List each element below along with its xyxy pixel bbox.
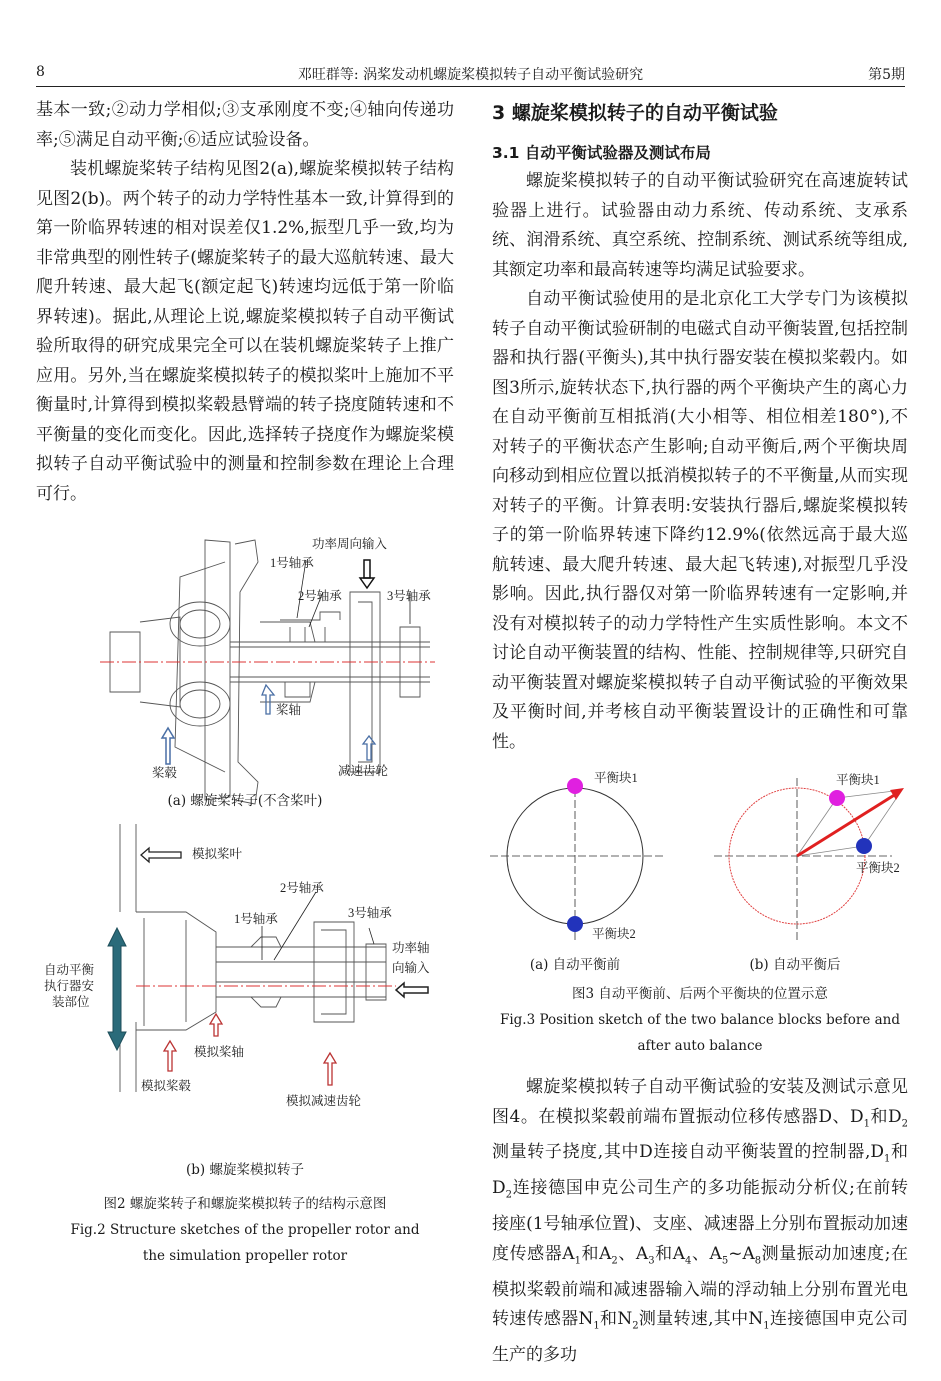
- label-power-shaft: 功率轴: [392, 941, 430, 955]
- paragraph: 自动平衡试验使用的是北京化工大学专门为该模拟转子自动平衡试验研制的电磁式自动平衡装置,包括控制器和执行器(平衡头),其中执行器安装在模拟桨毂内。如图3所示,旋转状态下,执行器的两个平衡块产生的离心力在自动平衡前互相抵消(大小相等、相位相差180°),不对转子的平衡状态产生影响;自动平衡后,两个平衡块周向移动到相应位置以抵消模拟转子的不平衡量,从而实现对转子的平衡。计算表明:安装执行器后,螺旋桨模拟转子的第一阶临界转速下降约12.9%(依然远高于最大巡航转速、最大爬升转速、最大起飞转速),对振型几乎没影响。因此,执行器仅对第一阶临界转速有一定影响,并没有对模拟转子的动力学特性产生实质性影响。本文不讨论自动平衡装置的结构、性能、控制规律等,只研究自动平衡装置对螺旋桨模拟转子自动平衡试验的平衡效果及平衡时间,并考核自动平衡装置设计的正确性和可靠性。: [492, 289, 908, 752]
- figure-2b-caption: (b) 螺旋桨模拟转子: [186, 1162, 304, 1178]
- right-column-lower: [492, 1073, 908, 1370]
- header-rule: [36, 86, 905, 87]
- label-actuator-2: 执行器安: [44, 979, 95, 993]
- label-bearing-2: 2号轴承: [298, 589, 342, 603]
- running-title: 邓旺群等: 涡桨发动机螺旋桨模拟转子自动平衡试验研究: [297, 67, 644, 83]
- label-b-bearing-2: 2号轴承: [280, 881, 324, 895]
- label-hub: 桨毂: [152, 766, 178, 780]
- figure-2-caption-en-2: the simulation propeller rotor: [142, 1248, 348, 1264]
- page-number: 8: [36, 64, 45, 80]
- label-shaft: 桨轴: [276, 703, 302, 717]
- figure-2b-simulation-rotor: [36, 822, 456, 1122]
- page-header: [36, 64, 905, 86]
- balance-block-1-before: [567, 778, 583, 794]
- left-column: [36, 96, 454, 509]
- label-b-bearing-3: 3号轴承: [348, 906, 392, 920]
- paragraph: 装机螺旋桨转子结构见图2(a),螺旋桨模拟转子结构见图2(b)。两个转子的动力学特性基本一致,计算得到的第一阶临界转速的相对误差仅1.2%,振型几乎一致,均为非常典型的刚性转子(螺旋桨转子的最大巡航转速、最大爬升转速、最大起飞(额定起飞)转速均远低于第一阶临界转速)。据此,从理论上说,螺旋桨模拟转子自动平衡试验所取得的研究成果完全可以在装机螺旋桨转子上推广应用。另外,当在螺旋桨模拟转子的模拟桨叶上施加不平衡量时,计算得到模拟桨毂悬臂端的转子挠度随转速和不平衡量的变化而变化。因此,选择转子挠度作为螺旋桨模拟转子自动平衡试验中的测量和控制参数在理论上合理可行。: [36, 159, 454, 504]
- label-simulated-gear: 模拟减速齿轮: [286, 1094, 362, 1108]
- figure-3-caption-cn: 图3 自动平衡前、后两个平衡块的位置示意: [572, 986, 828, 1002]
- label-gear: 减速齿轮: [338, 764, 389, 778]
- label-b-block-1: 平衡块1: [836, 773, 880, 787]
- label-b-bearing-1: 1号轴承: [234, 912, 278, 926]
- figure-3a-caption: (a) 自动平衡前: [529, 957, 621, 973]
- paragraph: 螺旋桨模拟转子的自动平衡试验研究在高速旋转试验器上进行。试验器由动力系统、传动系统、支承系统、润滑系统、真空系统、控制系统、测试系统等组成,其额定功率和最高转速等均满足试验要求。: [492, 171, 908, 280]
- section-heading: 3 螺旋桨模拟转子的自动平衡试验: [492, 102, 778, 124]
- label-simulated-blade: 模拟桨叶: [192, 847, 243, 861]
- label-b-block-2: 平衡块2: [856, 861, 900, 875]
- right-column-upper: [492, 167, 908, 757]
- label-simulated-shaft: 模拟桨轴: [194, 1045, 245, 1059]
- label-simulated-hub: 模拟桨毂: [141, 1079, 192, 1093]
- figure-2-caption-cn: 图2 螺旋桨转子和螺旋桨模拟转子的结构示意图: [103, 1196, 387, 1212]
- figure-2-caption-en-1: Fig.2 Structure sketches of the propeller rotor and: [70, 1222, 420, 1238]
- label-bearing-3: 3号轴承: [387, 589, 431, 603]
- figure-3b-caption: (b) 自动平衡后: [749, 957, 841, 973]
- balance-block-2-before: [567, 916, 583, 932]
- figure-3-caption-en-2: after auto balance: [637, 1038, 763, 1054]
- paragraph-sensor-layout: 螺旋桨模拟转子自动平衡试验的安装及测试示意见图4。在模拟桨毂前端布置振动位移传感器D、$D_1$和$D_2$测量转子挠度,其中D连接自动平衡装置的控制器$,D_1$和$D_2$连接德国申克公司生产的多功能振动分析仪;在前转接座(1号轴承位置)、支座、减速器上分别布置振动加速度传感器$A_1$和$A_2$、$A_3$和$A_4$、$A_5\sim A_8$测量振动加速度;在模拟桨毂前端和减速器输入端的浮动轴上分别布置光电转速传感器$N_1$和$N_2$测量转速,其中$N_1$连接德国申克公司生产的多功: [492, 1077, 909, 1365]
- label-actuator-1: 自动平衡: [44, 963, 95, 977]
- paragraph: 基本一致;②动力学相似;③支承刚度不变;④轴向传递功率;⑤满足自动平衡;⑥适应试验设备。: [36, 100, 454, 150]
- label-bearing-1: 1号轴承: [270, 556, 314, 570]
- issue-number: 第5期: [868, 67, 905, 83]
- balance-block-1-after: [829, 790, 845, 806]
- label-a-block-2: 平衡块2: [592, 927, 636, 941]
- figure-3-caption-en-1: Fig.3 Position sketch of the two balance blocks before and: [499, 1012, 901, 1028]
- label-power-input-b: 向输入: [392, 961, 430, 975]
- subsection-heading: 3.1 自动平衡试验器及测试布局: [492, 144, 711, 162]
- label-actuator-3: 装部位: [52, 995, 90, 1009]
- label-a-block-1: 平衡块1: [594, 771, 638, 785]
- balance-block-2-after: [856, 838, 872, 854]
- figure-2a-caption: (a) 螺旋桨转子(不含桨叶): [167, 793, 323, 809]
- label-power-input: 功率周向输入: [312, 537, 388, 551]
- figure-3-balance-blocks: [488, 770, 918, 980]
- figure-2a-propeller-rotor: [80, 532, 460, 814]
